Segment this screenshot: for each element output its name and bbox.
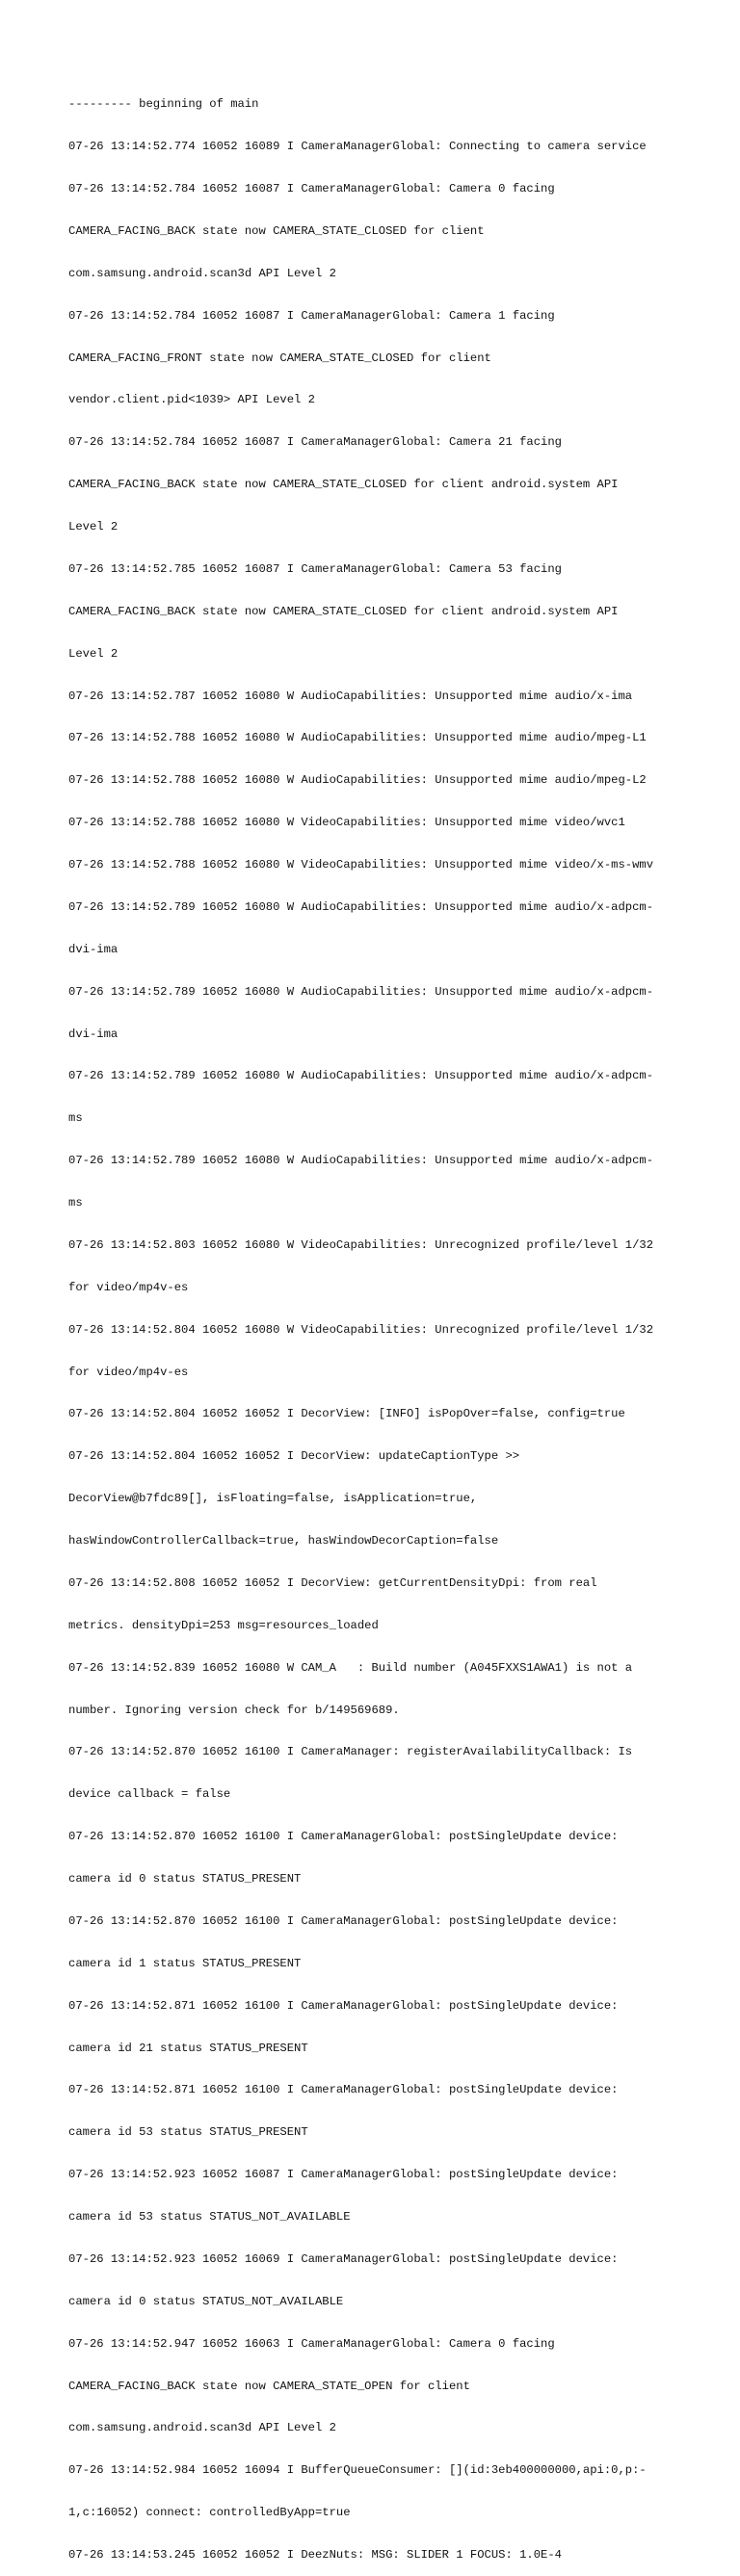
log-line: CAMERA_FACING_BACK state now CAMERA_STATE_OPEN for client <box>68 2379 470 2393</box>
log-line: dvi-ima <box>68 1027 119 1041</box>
log-line: camera id 21 status STATUS_PRESENT <box>68 2041 308 2055</box>
log-output <box>68 69 685 2576</box>
log-line: 07-26 13:14:52.804 16052 16080 W VideoCapabilities: Unrecognized profile/level 1/32 <box>68 1322 654 1337</box>
log-line: 07-26 13:14:53.245 16052 16052 I DeezNuts: MSG: SLIDER 1 FOCUS: 1.0E-4 <box>68 2548 562 2562</box>
log-line: for video/mp4v-es <box>68 1365 189 1379</box>
log-line: metrics. densityDpi=253 msg=resources_loaded <box>68 1618 379 1632</box>
log-line: 07-26 13:14:52.870 16052 16100 I CameraManagerGlobal: postSingleUpdate device: <box>68 1913 619 1928</box>
log-line: 07-26 13:14:52.788 16052 16080 W AudioCapabilities: Unsupported mime audio/mpeg-L2 <box>68 773 647 788</box>
log-line: 07-26 13:14:52.871 16052 16100 I CameraManagerGlobal: postSingleUpdate device: <box>68 2083 619 2097</box>
log-line: CAMERA_FACING_BACK state now CAMERA_STATE_CLOSED for client <box>68 223 485 238</box>
log-line: vendor.client.pid<1039> API Level 2 <box>68 393 315 407</box>
log-line: Level 2 <box>68 646 119 661</box>
log-line: 07-26 13:14:52.789 16052 16080 W AudioCapabilities: Unsupported mime audio/x-adpcm- <box>68 899 654 914</box>
log-line: CAMERA_FACING_BACK state now CAMERA_STATE_CLOSED for client android.system API <box>68 478 619 492</box>
log-line: 07-26 13:14:52.784 16052 16087 I CameraManagerGlobal: Camera 0 facing <box>68 182 555 195</box>
log-line: device callback = false <box>68 1787 231 1802</box>
log-line: 07-26 13:14:52.803 16052 16080 W VideoCapabilities: Unrecognized profile/level 1/32 <box>68 1237 654 1252</box>
log-line: 07-26 13:14:52.785 16052 16087 I CameraManagerGlobal: Camera 53 facing <box>68 561 562 576</box>
log-line: ms <box>68 1196 83 1210</box>
log-line: hasWindowControllerCallback=true, hasWindowDecorCaption=false <box>68 1534 499 1548</box>
log-line: com.samsung.android.scan3d API Level 2 <box>68 266 336 280</box>
log-line: 07-26 13:14:52.774 16052 16089 I CameraManagerGlobal: Connecting to camera service <box>68 140 647 154</box>
log-line: --------- beginning of main <box>68 97 259 112</box>
log-line: 07-26 13:14:52.870 16052 16100 I CameraManagerGlobal: postSingleUpdate device: <box>68 1830 619 1844</box>
log-line: 07-26 13:14:52.788 16052 16080 W AudioCapabilities: Unsupported mime audio/mpeg-L1 <box>68 731 647 745</box>
log-line: 07-26 13:14:52.870 16052 16100 I CameraManager: registerAvailabilityCallback: Is <box>68 1745 633 1759</box>
log-line: DecorView@b7fdc89[], isFloating=false, isApplication=true, <box>68 1492 478 1506</box>
log-line: camera id 53 status STATUS_NOT_AVAILABLE <box>68 2210 351 2224</box>
log-line: 07-26 13:14:52.787 16052 16080 W AudioCapabilities: Unsupported mime audio/x-ima <box>68 689 633 703</box>
log-line: 07-26 13:14:52.923 16052 16069 I CameraManagerGlobal: postSingleUpdate device: <box>68 2251 619 2266</box>
log-line: ms <box>68 1111 83 1126</box>
log-line: 07-26 13:14:52.804 16052 16052 I DecorView: [INFO] isPopOver=false, config=true <box>68 1407 625 1421</box>
log-line: CAMERA_FACING_BACK state now CAMERA_STATE_CLOSED for client android.system API <box>68 604 619 618</box>
log-line: 07-26 13:14:52.808 16052 16052 I DecorView: getCurrentDensityDpi: from real <box>68 1575 597 1590</box>
log-line: number. Ignoring version check for b/149569689. <box>68 1703 400 1717</box>
log-line: 1,c:16052) connect: controlledByApp=true <box>68 2506 351 2520</box>
log-line: dvi-ima <box>68 942 119 956</box>
log-line: camera id 0 status STATUS_NOT_AVAILABLE <box>68 2294 344 2308</box>
log-line: 07-26 13:14:52.788 16052 16080 W VideoCapabilities: Unsupported mime video/wvc1 <box>68 816 625 830</box>
log-line: 07-26 13:14:52.789 16052 16080 W AudioCapabilities: Unsupported mime audio/x-adpcm- <box>68 1069 654 1083</box>
log-line: 07-26 13:14:52.784 16052 16087 I CameraManagerGlobal: Camera 21 facing <box>68 435 562 450</box>
log-line: 07-26 13:14:52.947 16052 16063 I CameraManagerGlobal: Camera 0 facing <box>68 2336 555 2351</box>
log-line: Level 2 <box>68 520 119 533</box>
log-line: 07-26 13:14:52.784 16052 16087 I CameraManagerGlobal: Camera 1 facing <box>68 308 555 323</box>
log-line: for video/mp4v-es <box>68 1280 189 1294</box>
log-line: com.samsung.android.scan3d API Level 2 <box>68 2421 336 2435</box>
log-line: 07-26 13:14:52.839 16052 16080 W CAM_A : Build number (A045FXXS1AWA1) is not a <box>68 1660 633 1675</box>
log-line: 07-26 13:14:52.789 16052 16080 W AudioCapabilities: Unsupported mime audio/x-adpcm- <box>68 1154 654 1168</box>
log-line: 07-26 13:14:52.984 16052 16094 I BufferQueueConsumer: [](id:3eb400000000,api:0,p:- <box>68 2463 647 2478</box>
log-line: 07-26 13:14:52.789 16052 16080 W AudioCapabilities: Unsupported mime audio/x-adpcm- <box>68 984 654 999</box>
log-line: 07-26 13:14:52.804 16052 16052 I DecorView: updateCaptionType >> <box>68 1449 520 1464</box>
log-line: 07-26 13:14:52.923 16052 16087 I CameraManagerGlobal: postSingleUpdate device: <box>68 2168 619 2182</box>
log-line: 07-26 13:14:52.788 16052 16080 W VideoCapabilities: Unsupported mime video/x-ms-wmv <box>68 858 654 872</box>
log-line: CAMERA_FACING_FRONT state now CAMERA_STATE_CLOSED for client <box>68 351 491 365</box>
log-line: camera id 53 status STATUS_PRESENT <box>68 2125 308 2140</box>
log-line: 07-26 13:14:52.871 16052 16100 I CameraManagerGlobal: postSingleUpdate device: <box>68 1998 619 2013</box>
log-line: camera id 0 status STATUS_PRESENT <box>68 1872 302 1886</box>
log-line: camera id 1 status STATUS_PRESENT <box>68 1956 302 1970</box>
